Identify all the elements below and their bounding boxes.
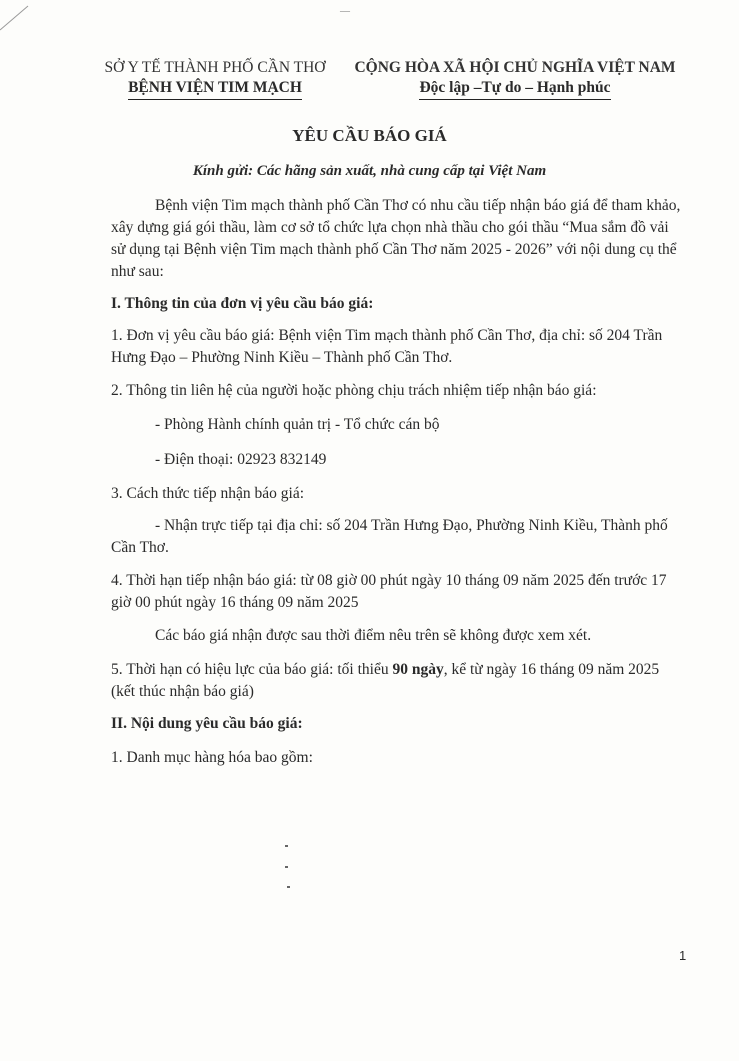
scan-edge-mark [0, 0, 40, 40]
section2-item1: 1. Danh mục hàng hóa bao gồm: [111, 749, 313, 766]
scan-speck [285, 866, 288, 868]
intro-paragraph: Bệnh viện Tim mạch thành phố Cần Thơ có nhu cầu tiếp nhận báo giá để tham khảo, xây dựng giá gói thầu, làm cơ sở tổ chức lựa chọn nhà thầu cho gói thầu “Mua sắm đồ vải sử dụng tại Bệnh viện Tim mạch thành phố Cần Thơ năm 2025 - 2026” với nội dung cụ thể như sau: [111, 197, 681, 280]
section1-heading: I. Thông tin của đơn vị yêu cầu báo giá: [111, 295, 374, 312]
section1-item4: 4. Thời hạn tiếp nhận báo giá: từ 08 giờ 00 phút ngày 10 tháng 09 năm 2025 đến trước 17 giờ 00 phút ngày 16 tháng 09 năm 2025 [111, 572, 667, 611]
department-name: SỞ Y TẾ THÀNH PHỐ CẦN THƠ [104, 59, 326, 76]
receipt-address-line1: - Nhận trực tiếp tại địa chỉ: số 204 Trần Hưng Đạo, Phường Ninh Kiều, Thành phố [155, 517, 668, 534]
deadline-note: Các báo giá nhận được sau thời điểm nêu trên sẽ không được xem xét. [155, 627, 592, 644]
section2-heading: II. Nội dung yêu cầu báo giá: [111, 715, 303, 732]
scan-speck [285, 845, 288, 847]
section1-item2: 2. Thông tin liên hệ của người hoặc phòng chịu trách nhiệm tiếp nhận báo giá: [111, 382, 597, 399]
motto: Độc lập –Tự do – Hạnh phúc [335, 78, 695, 100]
hospital-name: BỆNH VIỆN TIM MẠCH [80, 78, 350, 100]
contact-department: - Phòng Hành chính quản trị - Tổ chức cán bộ [155, 416, 440, 433]
receipt-address-line2: Cần Thơ. [111, 539, 169, 556]
section1-item1: 1. Đơn vị yêu cầu báo giá: Bệnh viện Tim mạch thành phố Cần Thơ, địa chỉ: số 204 Trần Hưng Đạo – Phường Ninh Kiều – Thành phố Cần Thơ. [111, 327, 663, 366]
page-number: 1 [679, 948, 687, 963]
header-left [80, 58, 350, 100]
section1-item3: 3. Cách thức tiếp nhận báo giá: [111, 485, 305, 502]
scan-speck [287, 886, 290, 888]
scan-dash: –– [340, 6, 350, 17]
section1-item5: 5. Thời hạn có hiệu lực của báo giá: tối thiểu 90 ngày, kể từ ngày 16 tháng 09 năm 2025 (kết thúc nhận báo giá) [111, 661, 660, 700]
country-name: CỘNG HÒA XÃ HỘI CHỦ NGHĨA VIỆT NAM [354, 59, 676, 76]
recipient-line: Kính gửi: Các hãng sản xuất, nhà cung cấp tại Việt Nam [192, 163, 547, 179]
contact-phone: - Điện thoại: 02923 832149 [155, 451, 327, 468]
header-right [335, 58, 695, 100]
document-title: YÊU CẦU BÁO GIÁ [292, 126, 447, 145]
